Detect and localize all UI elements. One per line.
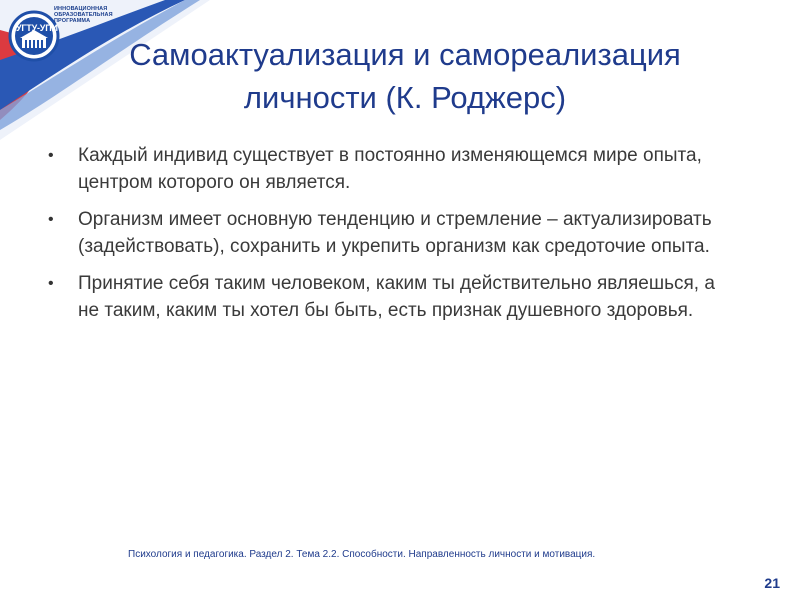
bullet-text: Каждый индивид существует в постоянно изменяющемся мире опыта, центром которого он является. xyxy=(78,145,702,193)
slide-footer: Психология и педагогика. Раздел 2. Тема 2.2. Способности. Направленность личности и мотивация. xyxy=(128,549,596,560)
title-line-2: личности (К. Роджерс) xyxy=(243,80,567,115)
slide-title xyxy=(80,33,730,119)
list-item xyxy=(48,142,738,196)
bullet-marker: • xyxy=(48,275,54,292)
logo-wordmark: УГТУ-УПИ xyxy=(16,23,58,33)
list-item xyxy=(48,206,738,260)
page-number: 21 xyxy=(764,575,780,591)
logo-program-text: ИННОВАЦИОННАЯ ОБРАЗОВАТЕЛЬНАЯ ПРОГРАММА xyxy=(54,6,113,24)
title-line-1: Самоактуализация и самореализация xyxy=(129,37,681,72)
bullet-marker: • xyxy=(48,211,54,228)
university-logo-icon xyxy=(8,10,60,62)
bullet-list xyxy=(48,142,738,334)
bullet-text: Принятие себя таким человеком, каким ты действительно являешься, а не таким, каким ты хотел бы быть, есть признак душевного здоровья. xyxy=(78,273,715,321)
list-item xyxy=(48,270,738,324)
bullet-marker: • xyxy=(48,147,54,164)
bullet-text: Организм имеет основную тенденцию и стремление – актуализировать (задействовать), сохранить и укрепить организм как средоточие опыта. xyxy=(78,209,712,257)
